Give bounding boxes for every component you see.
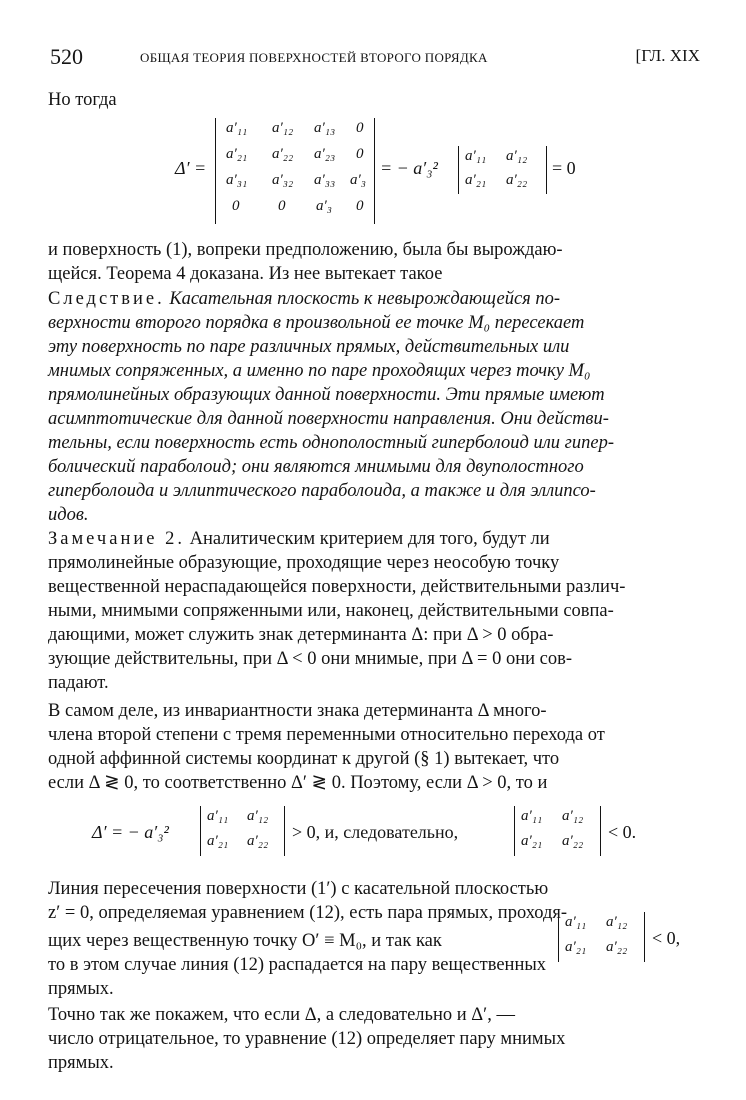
remark-line: вещественной нераспадающейся поверхности, действительными различ- xyxy=(48,577,626,597)
paragraph-line: Линия пересечения поверхности (1′) с касательной плоскостью xyxy=(48,879,549,899)
eq1-minor-12: a′₁₂ xyxy=(506,148,528,164)
paragraph-line: прямых. xyxy=(48,1053,114,1073)
remark-line: падают. xyxy=(48,673,109,693)
eq2-mid: > 0, и, следовательно, xyxy=(292,822,459,842)
text-line: щейся. Теорема 4 доказана. Из нее вытекает такое xyxy=(48,264,443,284)
paragraph-line: прямых. xyxy=(48,979,114,999)
corollary-line: верхности второго порядка в произвольной ее точке M₀ пересекает xyxy=(48,313,585,333)
remark-label: Замечание 2. xyxy=(48,529,185,549)
eq2-minor-22: a′₂₂ xyxy=(247,833,269,849)
eq2-minor2-left-bar xyxy=(514,806,515,856)
eq2-minor-21: a′₂₁ xyxy=(207,833,229,849)
eq1-left-bar xyxy=(215,118,216,224)
paragraph-line: члена второй степени с тремя переменными относительно перехода от xyxy=(48,725,605,745)
inline-det-12: a′₁₂ xyxy=(606,914,628,930)
paragraph-line: Точно так же покажем, что если Δ, а следовательно и Δ′, — xyxy=(48,1005,515,1025)
eq1-m33: a′₃₃ xyxy=(314,172,336,188)
corollary-line: прямолинейных образующих данной поверхности. Эти прямые имеют xyxy=(48,385,605,405)
eq1-m34: a′₃ xyxy=(350,172,366,188)
eq1-minor-left-bar xyxy=(458,146,459,194)
eq1-m22: a′₂₂ xyxy=(272,146,294,162)
page-header xyxy=(50,44,700,74)
eq1-minor-11: a′₁₁ xyxy=(465,148,487,164)
eq2-minor2-11: a′₁₁ xyxy=(521,808,543,824)
corollary-text: Касательная плоскость к невырождающейся по- xyxy=(169,289,561,309)
remark-line: зующие действительны, при Δ < 0 они мнимые, при Δ = 0 они сов- xyxy=(48,649,573,669)
eq2-minor2-right-bar xyxy=(600,806,601,856)
remark-line: дающими, может служить знак детерминанта Δ: при Δ > 0 обра- xyxy=(48,625,554,645)
inline-det-21: a′₂₁ xyxy=(565,939,587,955)
remark-text: Аналитическим критерием для того, будут ли xyxy=(189,529,550,549)
eq2-minor2-22: a′₂₂ xyxy=(562,833,584,849)
page-number: 520 xyxy=(50,44,83,69)
eq1-m31: a′₃₁ xyxy=(226,172,248,188)
eq1-rhs: = 0 xyxy=(552,158,576,178)
eq1-m23: a′₂₃ xyxy=(314,146,336,162)
remark-first-line-text xyxy=(48,527,698,551)
inline-det-11: a′₁₁ xyxy=(565,914,587,930)
eq2-minor-11: a′₁₁ xyxy=(207,808,229,824)
eq1-m42: 0 xyxy=(278,198,286,214)
running-title: ОБЩАЯ ТЕОРИЯ ПОВЕРХНОСТЕЙ ВТОРОГО ПОРЯДКА xyxy=(140,50,488,65)
eq2-lhs: Δ′ = − a′₃² xyxy=(92,822,169,842)
remark-line: прямолинейные образующие, проходящие через неособую точку xyxy=(48,553,560,573)
corollary-first-line xyxy=(48,287,698,311)
corollary-label: Следствие. xyxy=(48,289,165,309)
eq1-m24: 0 xyxy=(356,146,364,162)
corollary-line: болический параболоид; они являются мнимыми для двуполостного xyxy=(48,457,584,477)
eq1-minor-22: a′₂₂ xyxy=(506,172,528,188)
eq1-m11: a′₁₁ xyxy=(226,120,248,136)
paragraph-line: щих через вещественную точку O′ ≡ M₀, и так как xyxy=(48,931,442,951)
corollary-line: идов. xyxy=(48,505,89,525)
corollary-line: гиперболоида и эллиптического параболоида, а также и для эллипсо- xyxy=(48,481,596,501)
inline-det-rhs: < 0, xyxy=(652,928,681,948)
eq1-minor-21: a′₂₁ xyxy=(465,172,487,188)
paragraph-line: то в этом случае линия (12) распадается на пару вещественных xyxy=(48,955,547,975)
corollary-line: тельны, если поверхность есть однополостный гиперболоид или гипер- xyxy=(48,433,614,453)
eq2-rhs: < 0. xyxy=(608,822,637,842)
intro-text: Но тогда xyxy=(48,90,117,110)
eq1-lhs: Δ′ = xyxy=(175,158,207,178)
eq1-m32: a′₃₂ xyxy=(272,172,294,188)
eq1-m43: a′₃ xyxy=(316,198,332,214)
eq2-minor-left-bar xyxy=(200,806,201,856)
paragraph-line: число отрицательное, то уравнение (12) определяет пару мнимых xyxy=(48,1029,566,1049)
text-line: и поверхность (1), вопреки предположению, была бы вырождаю- xyxy=(48,240,563,260)
paragraph-line: если Δ ≷ 0, то соответственно Δ′ ≷ 0. Поэтому, если Δ > 0, то и xyxy=(48,773,548,793)
chapter-ref: [ГЛ. XIX xyxy=(635,46,700,65)
eq2-minor-right-bar xyxy=(284,806,285,856)
eq1-m13: a′₁₃ xyxy=(314,120,336,136)
inline-det-22: a′₂₂ xyxy=(606,939,628,955)
eq1-right-bar xyxy=(374,118,375,224)
eq1-m44: 0 xyxy=(356,198,364,214)
eq2-minor2-21: a′₂₁ xyxy=(521,833,543,849)
eq2-minor2-12: a′₁₂ xyxy=(562,808,584,824)
eq1-mid: = − a′₃² xyxy=(380,158,438,178)
corollary-line: асимптотические для данной поверхности направления. Они действи- xyxy=(48,409,609,429)
paragraph-line: z′ = 0, определяемая уравнением (12), есть пара прямых, проходя- xyxy=(48,903,568,923)
eq1-minor-right-bar xyxy=(546,146,547,194)
eq1-m41: 0 xyxy=(232,198,240,214)
remark-line: ными, мнимыми сопряженными или, наконец, действительными совпа- xyxy=(48,601,614,621)
paragraph-line: В самом деле, из инвариантности знака детерминанта Δ много- xyxy=(48,701,547,721)
corollary-line: мнимых сопряженных, а именно по паре проходящих через точку M₀ xyxy=(48,361,591,381)
eq1-m14: 0 xyxy=(356,120,364,136)
corollary-line: эту поверхность по паре различных прямых, действительных или xyxy=(48,337,570,357)
eq1-m21: a′₂₁ xyxy=(226,146,248,162)
eq1-m12: a′₁₂ xyxy=(272,120,294,136)
eq2-minor-12: a′₁₂ xyxy=(247,808,269,824)
paragraph-line: одной аффинной системы координат к другой (§ 1) вытекает, что xyxy=(48,749,560,769)
